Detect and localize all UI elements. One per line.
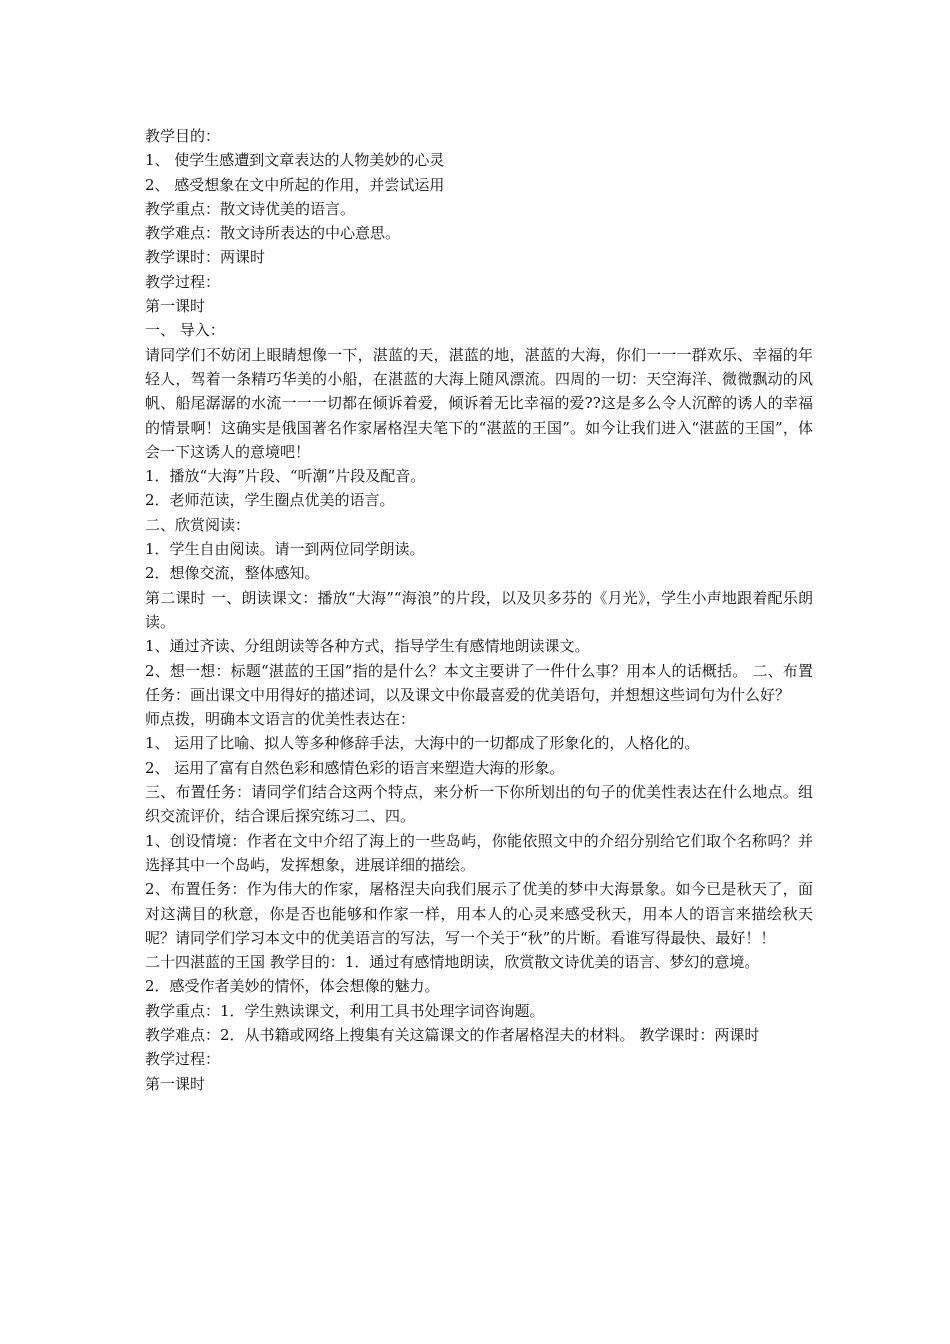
paragraph: 教学重点：散文诗优美的语言。 bbox=[145, 199, 356, 218]
paragraph: 1．学生自由阅读。请一到两位同学朗读。 bbox=[145, 540, 425, 559]
paragraph: 请同学们不妨闭上眼睛想像一下，湛蓝的天，湛蓝的地，湛蓝的大海，你们一一一群欢乐、幸福的年轻人，驾着一条精巧华美的小船，在湛蓝的大海上随风漂流。四周的一切：天空海洋、微微飘动的风帆、船尾潺潺的水流一一一切都在倾诉着爱，倾诉着无比幸福的爱??这是多么令人沉醉的诱人的幸福的情景啊！这确实是俄国著名作家屠格涅夫笔下的“湛蓝的王国”。如今让我们进入“湛蓝的王国”，体会一下这诱人的意境吧！ bbox=[145, 345, 813, 461]
paragraph: 教学难点：2．从书籍或网络上搜集有关这篇课文的作者屠格涅夫的材料。 教学课时：两课时 bbox=[145, 1025, 760, 1044]
document-body bbox=[145, 124, 813, 1096]
paragraph: 1、创设情境：作者在文中介绍了海上的一些岛屿，你能依照文中的介绍分别给它们取个名称吗？并选择其中一个岛屿，发挥想象，进展详细的描绘。 bbox=[145, 831, 813, 874]
paragraph: 第一课时 bbox=[145, 297, 206, 316]
paragraph: 2、布置任务：作为伟大的作家，屠格涅夫向我们展示了优美的梦中大海景象。如今已是秋天了，面对这满目的秋意，你是否也能够和作家一样，用本人的心灵来感受秋天，用本人的语言来描绘秋天呢？请同学们学习本文中的优美语言的写法，写一个关于“秋”的片断。看谁写得最快、最好！！ bbox=[145, 880, 813, 947]
paragraph: 教学过程： bbox=[145, 272, 221, 291]
paragraph: 教学目的： bbox=[145, 127, 221, 145]
paragraph: 三、布置任务：请同学们结合这两个特点，来分析一下你所划出的句子的优美性表达在什么地点。组织交流评价，结合课后探究练习二、四。 bbox=[145, 783, 813, 826]
paragraph: 1、 运用了比喻、拟人等多种修辞手法，大海中的一切都成了形象化的，人格化的。 bbox=[145, 734, 700, 753]
paragraph: 2．感受作者美妙的情怀，体会想像的魅力。 bbox=[145, 977, 440, 996]
paragraph: 二十四湛蓝的王国 教学目的：1．通过有感情地朗读，欣赏散文诗优美的语言、梦幻的意境。 bbox=[145, 953, 760, 972]
paragraph: 教学重点：1．学生熟读课文，利用工具书处理字词咨询题。 bbox=[145, 1001, 545, 1020]
paragraph: 2．想像交流，整体感知。 bbox=[145, 564, 320, 583]
paragraph: 2、 感受想象在文中所起的作用，并尝试运用 bbox=[145, 175, 445, 194]
paragraph: 1．播放“大海”片段、“听潮”片段及配音。 bbox=[145, 467, 426, 486]
paragraph: 教学过程： bbox=[145, 1050, 221, 1069]
paragraph: 2．老师范读，学生圈点优美的语言。 bbox=[145, 491, 395, 510]
paragraph: 教学课时：两课时 bbox=[145, 248, 266, 267]
paragraph: 一、 导入： bbox=[145, 321, 225, 340]
paragraph: 1、 使学生感遭到文章表达的人物美妙的心灵 bbox=[145, 151, 445, 170]
paragraph: 2、 运用了富有自然色彩和感情色彩的语言来塑造大海的形象。 bbox=[145, 758, 565, 777]
paragraph: 师点拨，明确本文语言的优美性表达在： bbox=[145, 710, 416, 729]
paragraph: 2、想一想：标题“湛蓝的王国”指的是什么？本文主要讲了一件什么事？用本人的话概括。 二、布置任务：画出课文中用得好的描述词，以及课文中你最喜爱的优美语句，并想想这些词句为什么好？ bbox=[145, 661, 813, 704]
paragraph: 第一课时 bbox=[145, 1074, 206, 1093]
paragraph: 教学难点：散文诗所表达的中心意思。 bbox=[145, 224, 401, 243]
paragraph: 1、通过齐读、分组朗读等各种方式，指导学生有感情地朗读课文。 bbox=[145, 637, 590, 656]
paragraph: 二、欣赏阅读： bbox=[145, 515, 251, 534]
paragraph: 第二课时 一、朗读课文：播放“大海”“海浪”的片段，以及贝多芬的《月光》，学生小声地跟着配乐朗读。 bbox=[145, 588, 813, 631]
